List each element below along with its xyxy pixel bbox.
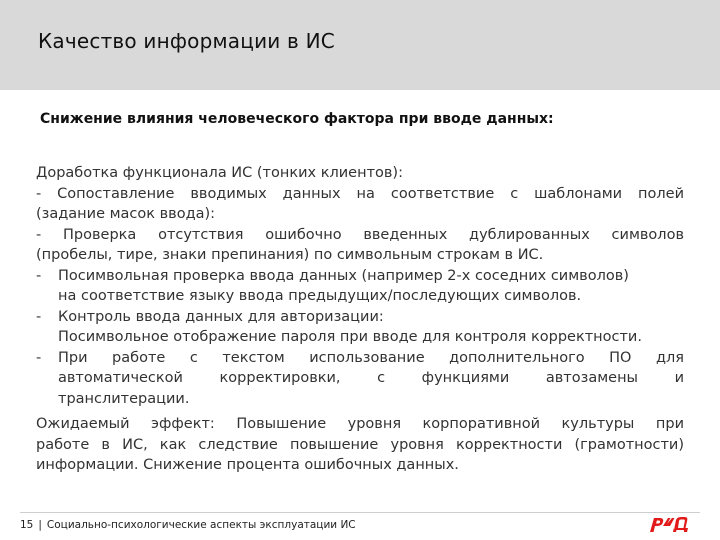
list-item-line: на соответствие языку ввода предыдущих/последующих символов. [58,288,582,304]
list-dash: - [36,308,42,325]
rzd-logo-icon [648,512,690,536]
list-item-line: Посимвольное отображение пароля при вводе для контроля корректности. [58,329,642,345]
list-item [36,266,684,307]
mask-line-1: - Сопоставление вводимых данных на соответствие с шаблонами полей [36,185,684,202]
section-subtitle: Снижение влияния человеческого фактора при вводе данных: [40,111,554,127]
footer-divider [20,512,700,513]
list-item-line: Контроль ввода данных для авторизации: [58,308,384,325]
list-item-text [58,348,684,410]
page-number: 15 [20,519,34,531]
list-item-line: Посимвольная проверка ввода данных (например 2-х соседних символов) [58,267,629,284]
body-text [36,163,684,409]
intro-line: Доработка функционала ИС (тонких клиентов): [36,165,403,181]
list-item [36,307,684,348]
slide-footer [20,519,356,531]
list-item-line: транслитерации. [58,390,190,407]
list-dash: - [36,267,42,284]
list-item-line: При работе с текстом использование дополнительного ПО для [58,349,684,366]
duplicate-line-1: - Проверка отсутствия ошибочно введенных дублированных символов [36,226,684,243]
list-item-text [58,307,684,348]
list-dash: - [36,349,42,366]
footer-separator: | [38,519,42,531]
slide-title: Качество информации в ИС [38,29,335,53]
list-item-text [58,266,684,307]
mask-line-2: (задание масок ввода): [36,206,216,222]
list-item [36,348,684,410]
effect-line: Ожидаемый эффект: Повышение уровня корпоративной культуры при [36,416,684,432]
footer-caption: Социально-психологические аспекты эксплуатации ИС [46,519,356,531]
list-item-line: автоматической корректировки, с функциями автозамены и [58,370,684,386]
slide-header [0,0,720,90]
effect-line: работе в ИС, как следствие повышение уровня корректности (грамотности) [36,436,684,453]
duplicate-line-2: (пробелы, тире, знаки препинания) по символьным строкам в ИС. [36,247,544,263]
effect-line: информации. Снижение процента ошибочных данных. [36,457,459,473]
expected-effect [36,414,684,476]
